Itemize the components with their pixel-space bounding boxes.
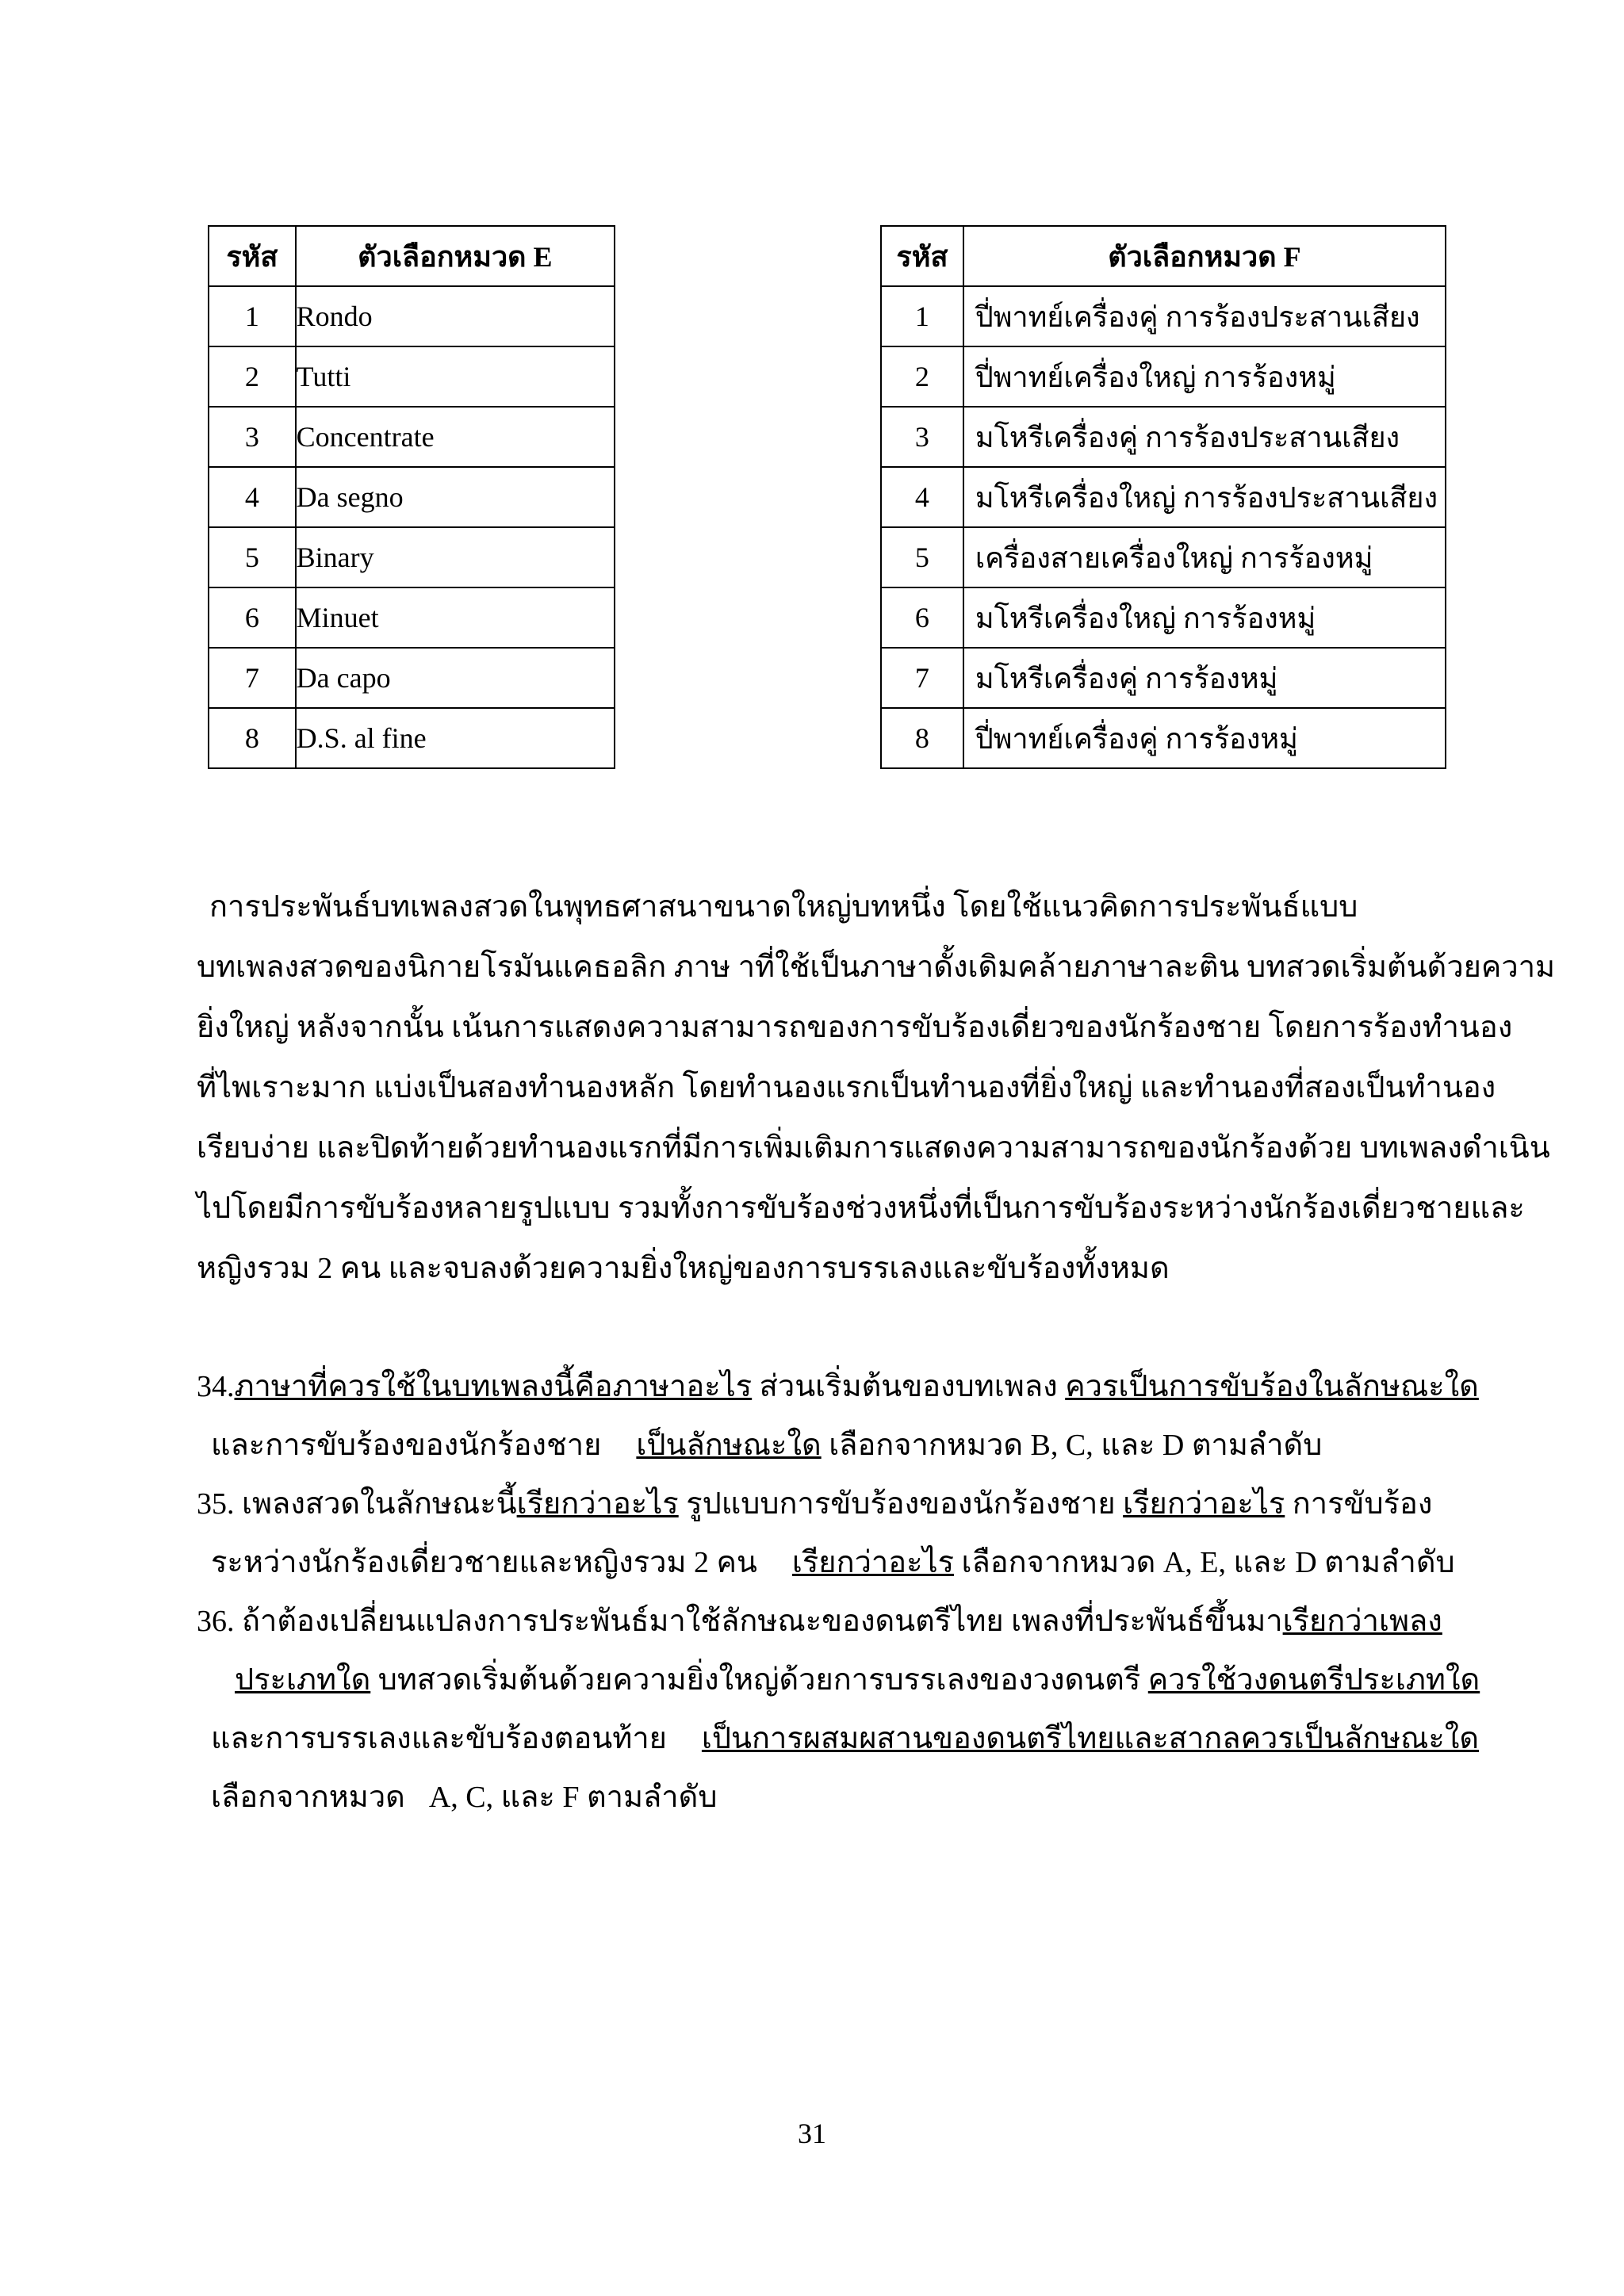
underlined-prompt: เป็นลักษณะใด	[636, 1429, 822, 1462]
passage-line: บทเพลงสวดของนิกายโรมันแคธอลิก ภาษ าที่ใช้เป็นภาษาดั้งเดิมคล้ายภาษาละติน บทสวดเริ่มต้นด้วยความ	[197, 951, 1556, 984]
row-code: 6	[209, 587, 296, 648]
row-option: ปี่พาทย์เครื่องคู่ การร้องหมู่	[963, 708, 1446, 768]
row-option: มโหรีเครื่องใหญ่ การร้องประสานเสียง	[963, 467, 1446, 527]
question-36	[197, 1592, 1480, 1827]
row-option: ปี่พาทย์เครื่องคู่ การร้องประสานเสียง	[963, 286, 1446, 346]
row-code: 4	[209, 467, 296, 527]
row-option: Da capo	[296, 648, 615, 708]
question-text: ระหว่างนักร้องเดี่ยวชายและหญิงรวม 2 คน	[211, 1546, 757, 1579]
underlined-prompt: ภาษาที่ควรใช้ในบทเพลงนี้คือภาษาอะไร	[234, 1370, 753, 1403]
row-option: Tutti	[296, 346, 615, 407]
question-text: 36. ถ้าต้องเปลี่ยนแปลงการประพันธ์มาใช้ลักษณะของดนตรีไทย เพลงที่ประพันธ์ขึ้นมา	[197, 1605, 1283, 1638]
question-text: A, C, และ F ตามลำดับ	[428, 1781, 718, 1814]
passage-line: หญิงรวม 2 คน และจบลงด้วยความยิ่งใหญ่ของการบรรเลงและขับร้องทั้งหมด	[197, 1252, 1170, 1285]
question-number: 34.	[197, 1370, 235, 1403]
table-row	[209, 587, 615, 648]
row-code: 4	[881, 467, 963, 527]
table-row	[209, 286, 615, 346]
question-text: 35. เพลงสวดในลักษณะนี้	[197, 1487, 517, 1521]
row-code: 8	[881, 708, 963, 768]
row-code: 2	[881, 346, 963, 407]
row-option: มโหรีเครื่องคู่ การร้องประสานเสียง	[963, 407, 1446, 467]
underlined-prompt: เรียกว่าเพลง	[1282, 1605, 1442, 1638]
table-row	[881, 467, 1446, 527]
table-header-row	[881, 226, 1446, 286]
question-line	[197, 1768, 1465, 1827]
table-row	[881, 346, 1446, 407]
question-line	[197, 1592, 1465, 1651]
table-row	[881, 527, 1446, 587]
row-code: 5	[881, 527, 963, 587]
passage-line: ยิ่งใหญ่ หลังจากนั้น เน้นการแสดงความสามารถของการขับร้องเดี่ยวของนักร้องชาย โดยการร้องทำนอง	[197, 1011, 1513, 1044]
row-code: 6	[881, 587, 963, 648]
question-text: เลือกจากหมวด B, C, และ D ตามลำดับ	[821, 1429, 1323, 1462]
table-row	[209, 527, 615, 587]
question-text: บทสวดเริ่มต้นด้วยความยิ่งใหญ่ด้วยการบรรเลงของวงดนตรี	[370, 1663, 1148, 1697]
table-options-f	[880, 225, 1446, 769]
table-row	[881, 407, 1446, 467]
underlined-prompt: เรียกว่าอะไร	[791, 1546, 955, 1579]
row-code: 3	[209, 407, 296, 467]
question-text: และการขับร้องของนักร้องชาย	[211, 1429, 602, 1462]
table-row	[209, 407, 615, 467]
passage-line: ไปโดยมีการขับร้องหลายรูปแบบ รวมทั้งการขับร้องช่วงหนึ่งที่เป็นการขับร้องระหว่างนักร้องเดี่ยวชายและ	[197, 1192, 1525, 1225]
passage-line: การประพันธ์บทเพลงสวดในพุทธศาสนาขนาดใหญ่บทหนึ่ง โดยใช้แนวคิดการประพันธ์แบบ	[209, 890, 1358, 924]
header-code: รหัส	[881, 226, 963, 286]
question-35	[197, 1475, 1465, 1592]
row-code: 1	[881, 286, 963, 346]
table-row	[881, 587, 1446, 648]
passage	[197, 877, 1556, 1299]
row-option: มโหรีเครื่องใหญ่ การร้องหมู่	[963, 587, 1446, 648]
table-row	[209, 467, 615, 527]
row-option: D.S. al fine	[296, 708, 615, 768]
question-text: เลือกจากหมวด A, E, และ D ตามลำดับ	[954, 1546, 1455, 1579]
question-34	[197, 1357, 1479, 1475]
question-text: และการบรรเลงและขับร้องตอนท้าย	[211, 1722, 667, 1755]
underlined-prompt: ประเภทใด	[235, 1663, 371, 1697]
row-option: มโหรีเครื่องคู่ การร้องหมู่	[963, 648, 1446, 708]
row-code: 1	[209, 286, 296, 346]
row-code: 7	[209, 648, 296, 708]
table-row	[881, 708, 1446, 768]
question-line	[197, 1709, 1480, 1768]
question-line	[197, 1416, 1465, 1475]
underlined-prompt: ควรเป็นการขับร้องในลักษณะใด	[1065, 1370, 1479, 1403]
row-option: Binary	[296, 527, 615, 587]
underlined-prompt: เรียกว่าอะไร	[1123, 1487, 1285, 1521]
row-code: 3	[881, 407, 963, 467]
table-header-row	[209, 226, 615, 286]
question-line	[197, 1533, 1465, 1592]
row-code: 5	[209, 527, 296, 587]
page-number: 31	[798, 2118, 826, 2149]
question-text: ส่วนเริ่มต้นของบทเพลง	[752, 1370, 1066, 1403]
row-option: ปี่พาทย์เครื่องใหญ่ การร้องหมู่	[963, 346, 1446, 407]
header-code: รหัส	[209, 226, 296, 286]
row-option: Da segno	[296, 467, 615, 527]
underlined-prompt: ควรใช้วงดนตรีประเภทใด	[1147, 1663, 1480, 1697]
row-code: 7	[881, 648, 963, 708]
row-option: Rondo	[296, 286, 615, 346]
question-line	[197, 1357, 1479, 1416]
header-option: ตัวเลือกหมวด E	[296, 226, 615, 286]
passage-line: ที่ไพเราะมาก แบ่งเป็นสองทำนองหลัก โดยทำนองแรกเป็นทำนองที่ยิ่งใหญ่ และทำนองที่สองเป็นทำนอง	[197, 1071, 1496, 1104]
row-code: 2	[209, 346, 296, 407]
passage-line: เรียบง่าย และปิดท้ายด้วยทำนองแรกที่มีการเพิ่มเติมการแสดงความสามารถของนักร้องด้วย บทเพลงดำเนิน	[197, 1131, 1550, 1165]
question-text: เลือกจากหมวด	[211, 1781, 405, 1814]
question-text: การขับร้อง	[1285, 1487, 1433, 1521]
row-option: เครื่องสายเครื่องใหญ่ การร้องหมู่	[963, 527, 1446, 587]
table-options-e	[208, 225, 615, 769]
row-code: 8	[209, 708, 296, 768]
question-line	[197, 1651, 1480, 1709]
table-row	[881, 286, 1446, 346]
table-row	[209, 648, 615, 708]
row-option: Minuet	[296, 587, 615, 648]
table-row	[209, 708, 615, 768]
table-row	[881, 648, 1446, 708]
underlined-prompt: เรียกว่าอะไร	[516, 1487, 679, 1521]
underlined-prompt: เป็นการผสมผสานของดนตรีไทยและสากลควรเป็นลักษณะใด	[701, 1722, 1480, 1755]
question-text: รูปแบบการขับร้องของนักร้องชาย	[678, 1487, 1124, 1521]
row-option: Concentrate	[296, 407, 615, 467]
header-option: ตัวเลือกหมวด F	[963, 226, 1446, 286]
table-row	[209, 346, 615, 407]
question-line	[197, 1475, 1465, 1533]
